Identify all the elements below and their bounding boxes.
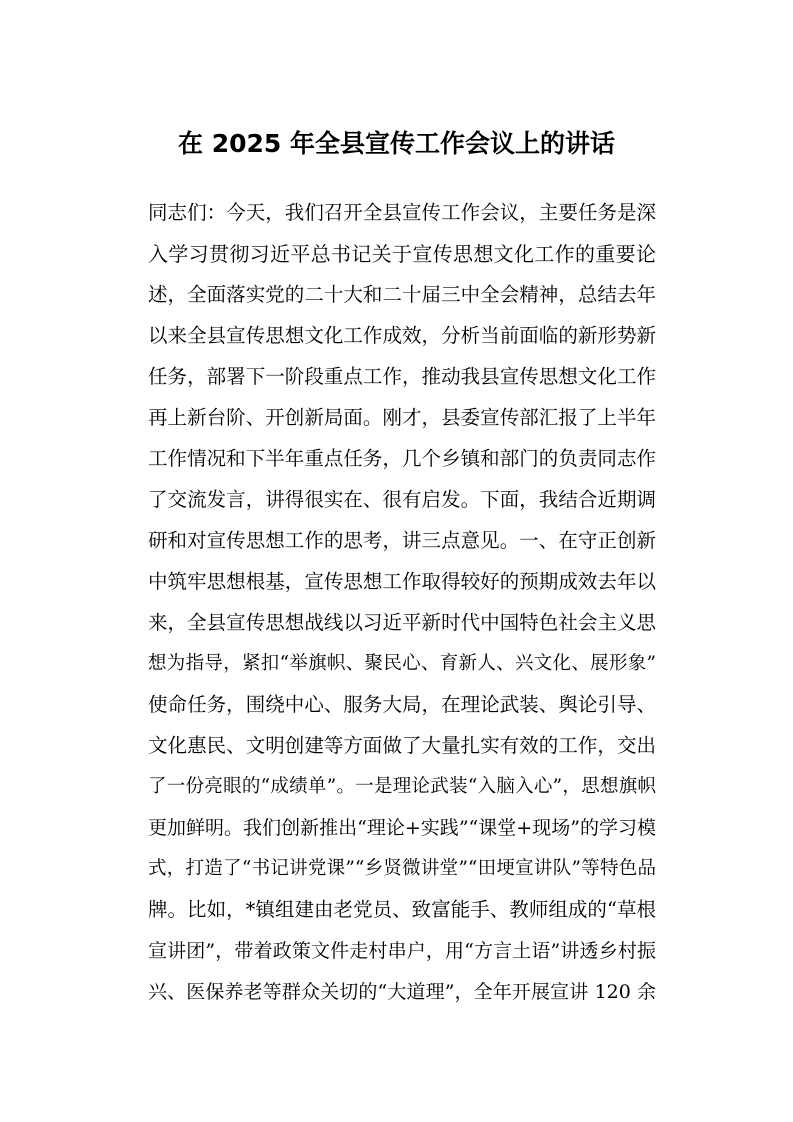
- body-line: 研和对宣传思想工作的思考，讲三点意见。一、在守正创新: [148, 529, 656, 552]
- body-line: 述，全面落实党的二十大和二十届三中全会精神，总结去年: [148, 283, 656, 306]
- body-line: 式，打造了“书记讲党课”“乡贤微讲堂”“田埂宣讲队”等特色品: [148, 858, 656, 879]
- body-line: 牌。比如，*镇组建由老党员、致富能手、教师组成的“草根: [148, 898, 656, 921]
- body-line: 使命任务，围绕中心、服务大局，在理论武装、舆论引导、: [148, 693, 656, 716]
- body-line: 了一份亮眼的“成绩单”。一是理论武装“入脑入心”，思想旗帜: [148, 776, 656, 797]
- body-line: 来，全县宣传思想战线以习近平新时代中国特色社会主义思: [148, 611, 656, 634]
- body-line: 同志们：今天，我们召开全县宣传工作会议，主要任务是深: [148, 201, 656, 224]
- body-line: 想为指导，紧扣“举旗帜、聚民心、育新人、兴文化、展形象”: [148, 653, 656, 674]
- body-line: 中筑牢思想根基，宣传思想工作取得较好的预期成效去年以: [148, 570, 656, 593]
- body-line: 文化惠民、文明创建等方面做了大量扎实有效的工作，交出: [148, 734, 656, 757]
- document-title: 在 2025 年全县宣传工作会议上的讲话: [178, 129, 615, 158]
- body-line: 再上新台阶、开创新局面。刚才，县委宣传部汇报了上半年: [148, 406, 656, 429]
- body-line: 任务，部署下一阶段重点工作，推动我县宣传思想文化工作: [148, 365, 656, 388]
- body-line: 更加鲜明。我们创新推出“理论+实践”“课堂+现场”的学习模: [148, 817, 656, 839]
- body-line: 兴、医保养老等群众关切的“大道理”，全年开展宣讲 120 余: [148, 981, 656, 1003]
- body-line: 宣讲团”，带着政策文件走村串户，用“方言土语”讲透乡村振: [148, 940, 656, 962]
- body-line: 了交流发言，讲得很实在、很有启发。下面，我结合近期调: [148, 488, 656, 511]
- body-line: 以来全县宣传思想文化工作成效，分析当前面临的新形势新: [148, 324, 656, 347]
- body-line: 工作情况和下半年重点任务，几个乡镇和部门的负责同志作: [148, 447, 656, 470]
- body-line: 入学习贯彻习近平总书记关于宣传思想文化工作的重要论: [148, 242, 656, 266]
